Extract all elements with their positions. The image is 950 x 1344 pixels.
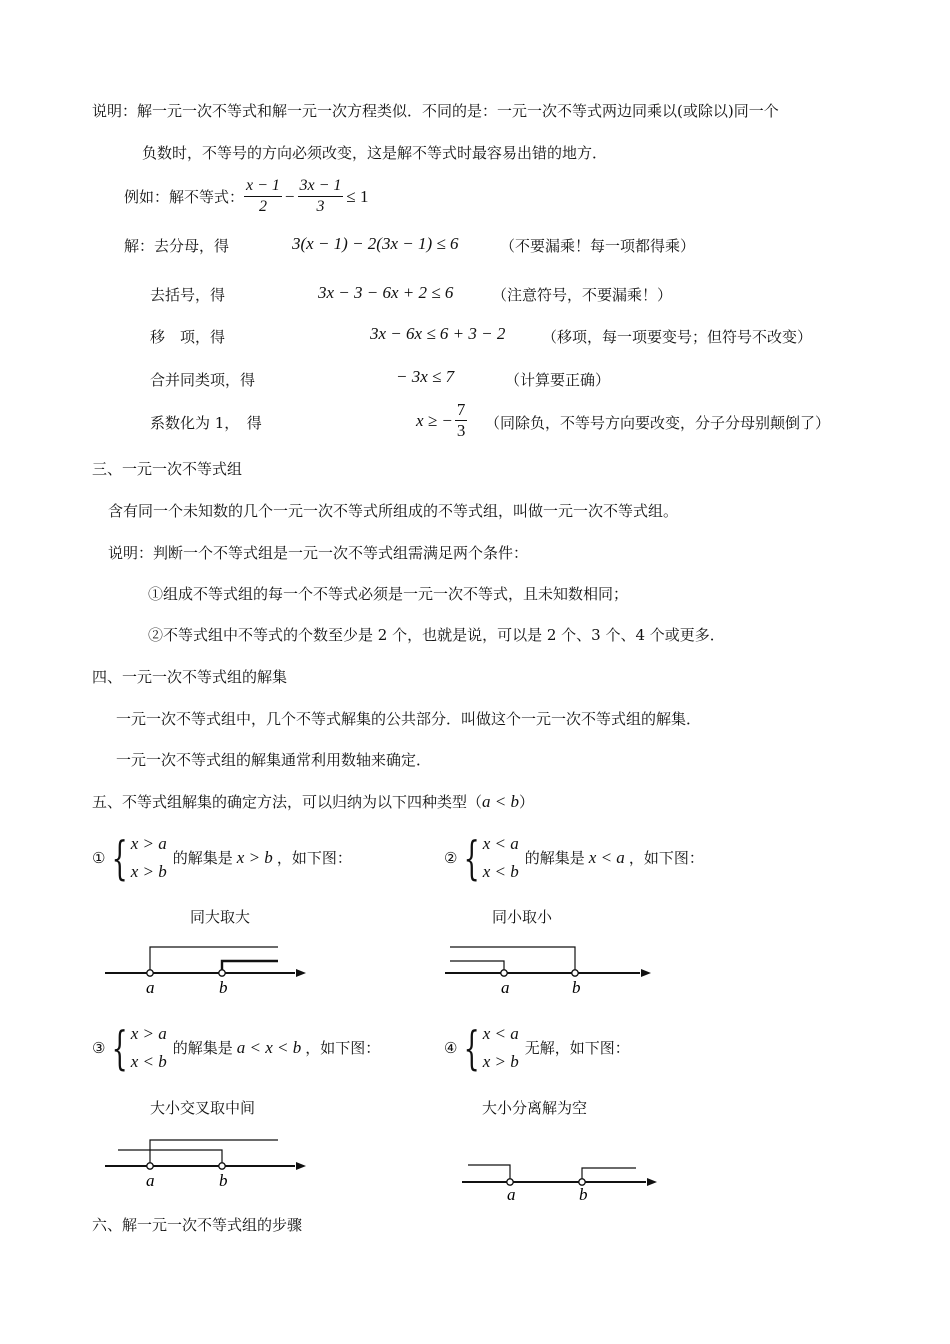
note-line-2: 负数时，不等号的方向必须改变，这是解不等式时最容易出错的地方． [142, 144, 608, 162]
section-6-heading: 六、解一元一次不等式组的步骤 [92, 1216, 303, 1234]
step-1-label: 解：去分母，得 [124, 237, 230, 255]
step-5-note: （同除负，不等号方向要改变，分子分母别颠倒了） [485, 414, 831, 432]
case-4 [444, 1020, 630, 1076]
fraction-2-denominator: 3 [316, 198, 325, 215]
point-b [219, 970, 225, 976]
label-a: a [507, 1185, 516, 1204]
condition-2: ②不等式组中不等式的个数至少是 2 个，也就是说，可以是 2 个、3 个、4 个或更多． [148, 626, 725, 644]
case-1-caption: 同大取大 [190, 908, 251, 926]
case-2-solution: x < a [588, 848, 625, 867]
brace-icon: { [112, 831, 129, 885]
case-2-tail: ，如下图： [628, 849, 704, 867]
arrow-icon [647, 1178, 657, 1186]
number-line-3 [100, 1128, 310, 1193]
example-line [124, 176, 369, 217]
brace-icon: { [464, 831, 481, 885]
section-3-heading: 三、一元一次不等式组 [92, 460, 243, 478]
case-3-ineq-2: x < b [130, 1052, 167, 1071]
brace-icon: { [112, 1021, 129, 1075]
step-5-lhs: x ≥ − [416, 410, 453, 430]
label-b: b [219, 1171, 228, 1190]
case-3-system [105, 1020, 166, 1076]
case-4-ineq-2: x > b [482, 1052, 519, 1071]
note-line-1: 说明：解一元一次不等式和解一元一次方程类似．不同的是：一元一次不等式两边同乘以(或除以)同一个 [92, 102, 779, 120]
arrow-icon [296, 1162, 306, 1170]
point-a [147, 1163, 153, 1169]
solution-ray-b [222, 961, 278, 973]
case-4-number: ④ [444, 1039, 458, 1057]
case-1-mid: 的解集是 [172, 849, 233, 867]
case-2-system [457, 830, 518, 886]
step-2-expr: 3x − 3 − 6x + 2 ≤ 6 [318, 283, 454, 302]
case-2-ineq-2: x < b [482, 862, 519, 881]
step-3-note: （移项，每一项要变号；但符号不改变） [542, 328, 813, 346]
case-3-tail: ，如下图： [305, 1039, 381, 1057]
case-4-system [457, 1020, 518, 1076]
fraction-2 [298, 176, 344, 217]
section-4-line-1: 一元一次不等式组中，几个不等式解集的公共部分．叫做这个一元一次不等式组的解集． [116, 710, 702, 728]
step-5-label: 系数化为 1， 得 [150, 414, 262, 432]
step-4-note: （计算要正确） [505, 371, 611, 389]
arrow-icon [296, 969, 306, 977]
step-2-label: 去括号，得 [150, 286, 226, 304]
fraction-2-numerator: 3x − 1 [298, 176, 344, 197]
solution-ray-b [118, 1150, 222, 1166]
case-4-caption: 大小分离解为空 [482, 1099, 588, 1117]
case-3-solution: a < x < b [236, 1038, 302, 1057]
label-b: b [219, 978, 228, 997]
label-a: a [146, 1171, 155, 1190]
point-a [147, 970, 153, 976]
case-2-number: ② [444, 849, 458, 867]
case-2-mid: 的解集是 [524, 849, 585, 867]
label-b: b [579, 1185, 588, 1204]
section-4-line-2: 一元一次不等式组的解集通常利用数轴来确定． [116, 751, 432, 769]
section-3-note: 说明：判断一个不等式组是一元一次不等式组需满足两个条件： [108, 544, 529, 562]
example-label: 例如：解不等式： [124, 187, 245, 206]
solution-ray-a [468, 1165, 510, 1182]
label-a: a [146, 978, 155, 997]
section-5-heading-close: ） [519, 793, 535, 811]
step-4-label: 合并同类项，得 [150, 371, 256, 389]
step-5-fraction [455, 400, 468, 441]
brace-icon: { [464, 1021, 481, 1075]
section-5-heading [92, 792, 534, 812]
step-1-note: （不要漏乘！每一项都得乘） [500, 237, 696, 255]
fraction-1-denominator: 2 [258, 198, 267, 215]
case-1-number: ① [92, 849, 106, 867]
step-5-numerator: 7 [456, 400, 466, 419]
section-3-definition: 含有同一个未知数的几个一元一次不等式所组成的不等式组，叫做一元一次不等式组。 [108, 502, 679, 520]
case-1-ineq-2: x > b [130, 862, 167, 881]
case-1 [92, 830, 352, 886]
number-line-1 [100, 935, 310, 1000]
fraction-1 [244, 176, 282, 217]
step-5-denominator: 3 [456, 421, 466, 440]
section-5-heading-text: 五、不等式组解集的确定方法，可以归纳为以下四种类型（ [92, 793, 483, 811]
case-1-system [105, 830, 166, 886]
case-2 [444, 830, 704, 886]
point-b [572, 970, 578, 976]
step-3-label: 移 项，得 [150, 328, 226, 346]
case-1-ineq-1: x > a [130, 834, 167, 853]
condition-1: ①组成不等式组的每一个不等式必须是一元一次不等式，且未知数相同； [148, 585, 629, 603]
example-rhs: ≤ 1 [346, 186, 369, 206]
point-a [501, 970, 507, 976]
case-3-caption: 大小交叉取中间 [150, 1099, 256, 1117]
solution-ray-b [582, 1168, 636, 1182]
number-line-4 [460, 1156, 670, 1206]
case-3-ineq-1: x > a [130, 1024, 167, 1043]
case-1-tail: ，如下图： [276, 849, 352, 867]
case-4-ineq-1: x < a [482, 1024, 519, 1043]
minus-sign: − [284, 186, 295, 206]
case-2-ineq-1: x < a [482, 834, 519, 853]
case-2-caption: 同小取小 [492, 908, 553, 926]
solution-ray-b [450, 947, 575, 973]
step-1-expr: 3(x − 1) − 2(3x − 1) ≤ 6 [292, 234, 459, 253]
case-3-mid: 的解集是 [172, 1039, 233, 1057]
fraction-1-numerator: x − 1 [244, 176, 282, 197]
point-b [219, 1163, 225, 1169]
step-3-expr: 3x − 6x ≤ 6 + 3 − 2 [370, 324, 506, 343]
case-1-solution: x > b [236, 848, 273, 867]
case-4-mid: 无解，如下图： [524, 1039, 630, 1057]
number-line-2 [440, 935, 660, 1000]
step-4-expr: − 3x ≤ 7 [396, 367, 455, 386]
case-3-number: ③ [92, 1039, 106, 1057]
section-4-heading: 四、一元一次不等式组的解集 [92, 668, 288, 686]
solution-ray-a [150, 1140, 278, 1166]
arrow-icon [641, 969, 651, 977]
step-5-expr [416, 400, 467, 441]
solution-ray-a [450, 961, 504, 973]
label-a: a [501, 978, 510, 997]
section-5-condition: a < b [482, 792, 519, 811]
step-2-note: （注意符号，不要漏乘！） [492, 286, 673, 304]
label-b: b [572, 978, 581, 997]
case-3 [92, 1020, 380, 1076]
